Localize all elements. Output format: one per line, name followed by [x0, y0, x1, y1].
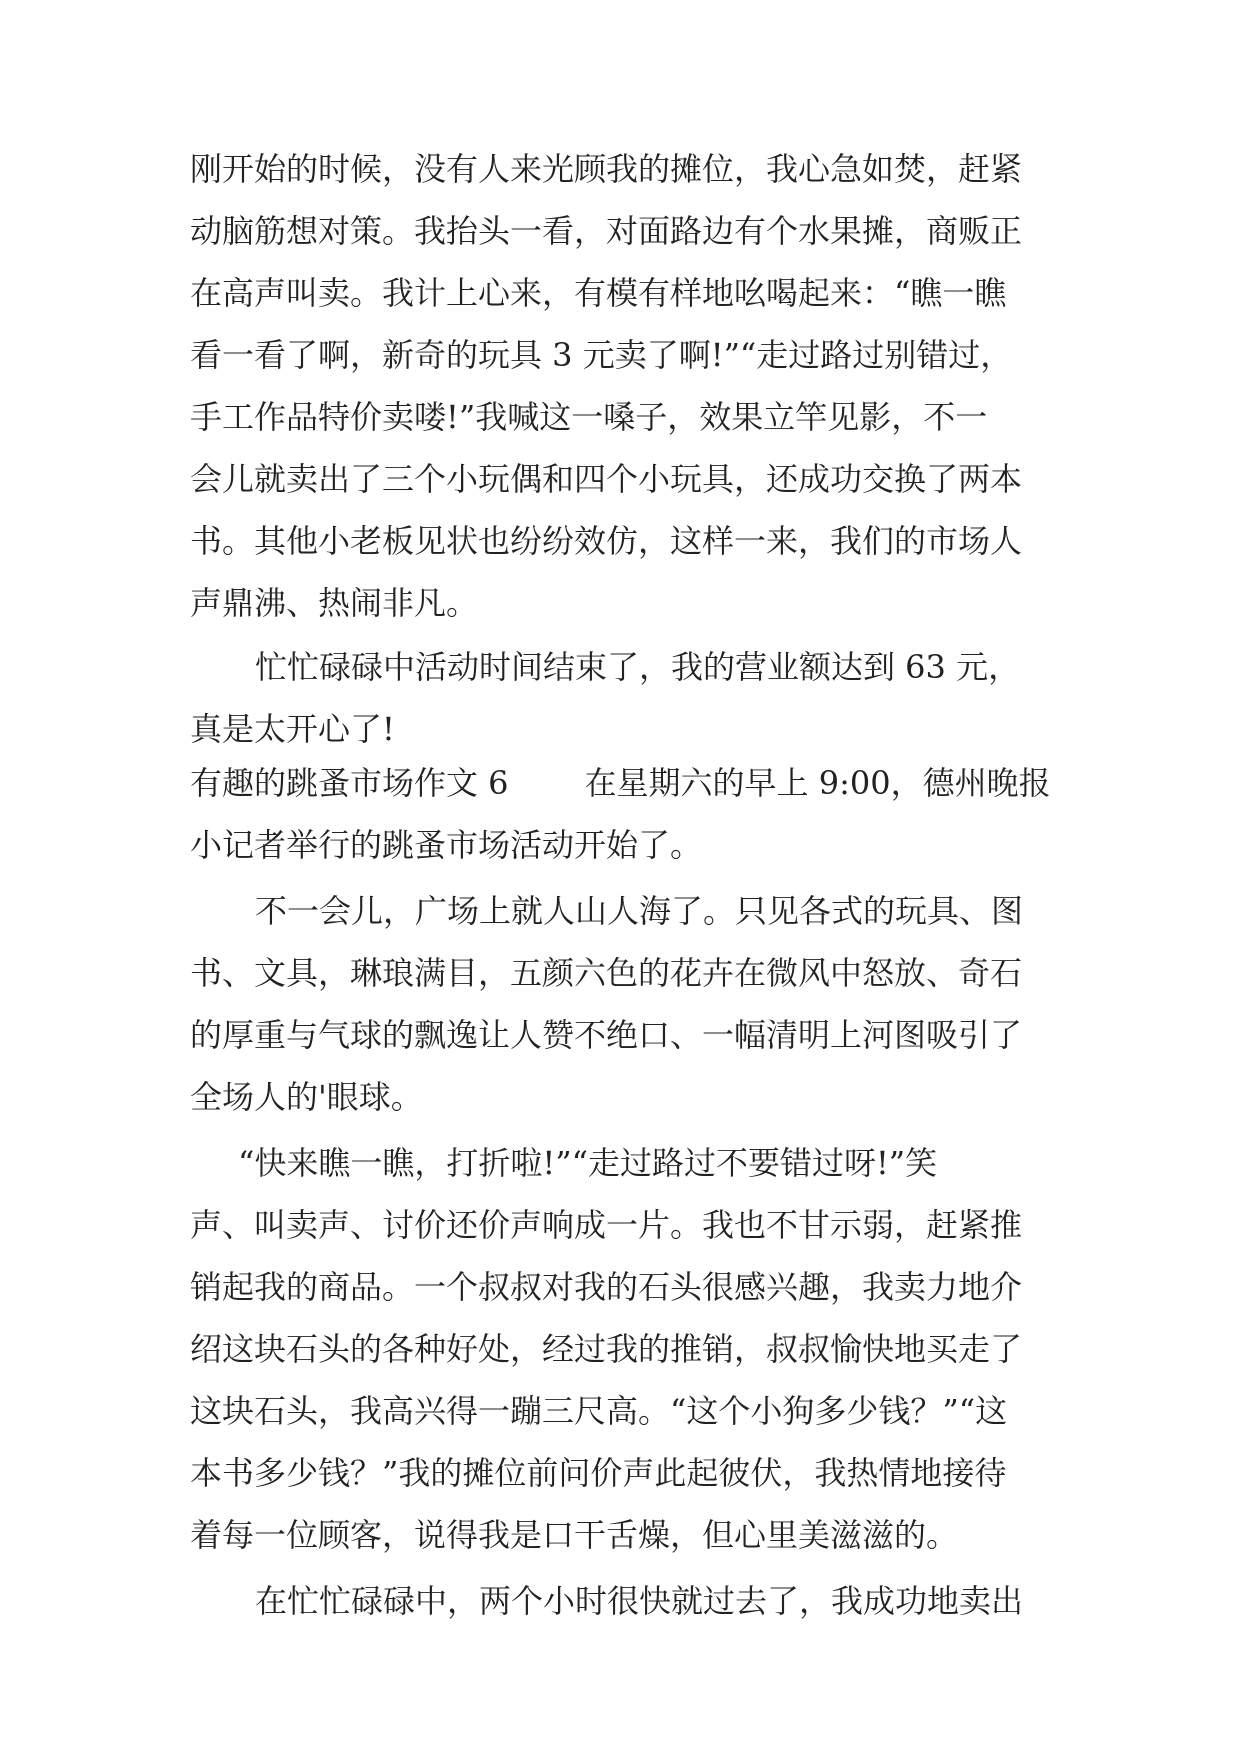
- text-line: 看一看了啊，新奇的玩具 3 元卖了啊!”“走过路过别错过，: [190, 336, 1013, 374]
- essay-title-line: [190, 753, 1070, 813]
- text-line: 声、叫卖声、讨价还价声响成一片。我也不甘示弱，赶紧推: [190, 1206, 1023, 1244]
- text-line: 声鼎沸、热闹非凡。: [190, 584, 479, 622]
- text-line: 在忙忙碌碌中，两个小时很快就过去了，我成功地卖出: [255, 1582, 1024, 1620]
- text-line: 的厚重与气球的飘逸让人赞不绝口、一幅清明上河图吸引了: [190, 1016, 1023, 1054]
- essay-title: 有趣的跳蚤市场作文 6: [190, 764, 509, 802]
- text-line: 小记者举行的跳蚤市场活动开始了。: [190, 826, 703, 864]
- text-line: 手工作品特价卖喽!”我喊这一嗓子，效果立竿见影，不一: [190, 398, 988, 436]
- text-line: 真是太开心了!: [190, 710, 395, 748]
- text-line: 着每一位顾客，说得我是口干舌燥，但心里美滋滋的。: [190, 1516, 959, 1554]
- text-line: 在高声叫卖。我计上心来，有模有样地吆喝起来：“瞧一瞧: [190, 274, 1007, 312]
- text-line: 绍这块石头的各种好处，经过我的推销，叔叔愉快地买走了: [190, 1330, 1023, 1368]
- text-line: 会儿就卖出了三个小玩偶和四个小玩具，还成功交换了两本: [190, 460, 1023, 498]
- text-line: 这块石头，我高兴得一蹦三尺高。“这个小狗多少钱？”“这: [190, 1392, 1008, 1430]
- text-line: 忙忙碌碌中活动时间结束了，我的营业额达到 63 元，: [255, 648, 1021, 686]
- text-line: “快来瞧一瞧，打折啦!”“走过路过不要错过呀!”笑: [238, 1144, 938, 1182]
- text-line: 销起我的商品。一个叔叔对我的石头很感兴趣，我卖力地介: [190, 1268, 1023, 1306]
- text-segment: 在星期六的早上 9:00，德州晚报: [584, 764, 1051, 802]
- text-line: 书。其他小老板见状也纷纷效仿，这样一来，我们的市场人: [190, 522, 1023, 560]
- text-line: 本书多少钱？”我的摊位前问价声此起彼伏，我热情地接待: [190, 1454, 1007, 1492]
- text-line: 书、文具，琳琅满目，五颜六色的花卉在微风中怒放、奇石: [190, 954, 1023, 992]
- text-line: 不一会儿，广场上就人山人海了。只见各式的玩具、图: [255, 892, 1024, 930]
- text-line: 全场人的'眼球。: [190, 1078, 423, 1116]
- text-line: 刚开始的时候，没有人来光顾我的摊位，我心急如焚，赶紧: [190, 150, 1023, 188]
- text-line: 动脑筋想对策。我抬头一看，对面路边有个水果摊，商贩正: [190, 212, 1023, 250]
